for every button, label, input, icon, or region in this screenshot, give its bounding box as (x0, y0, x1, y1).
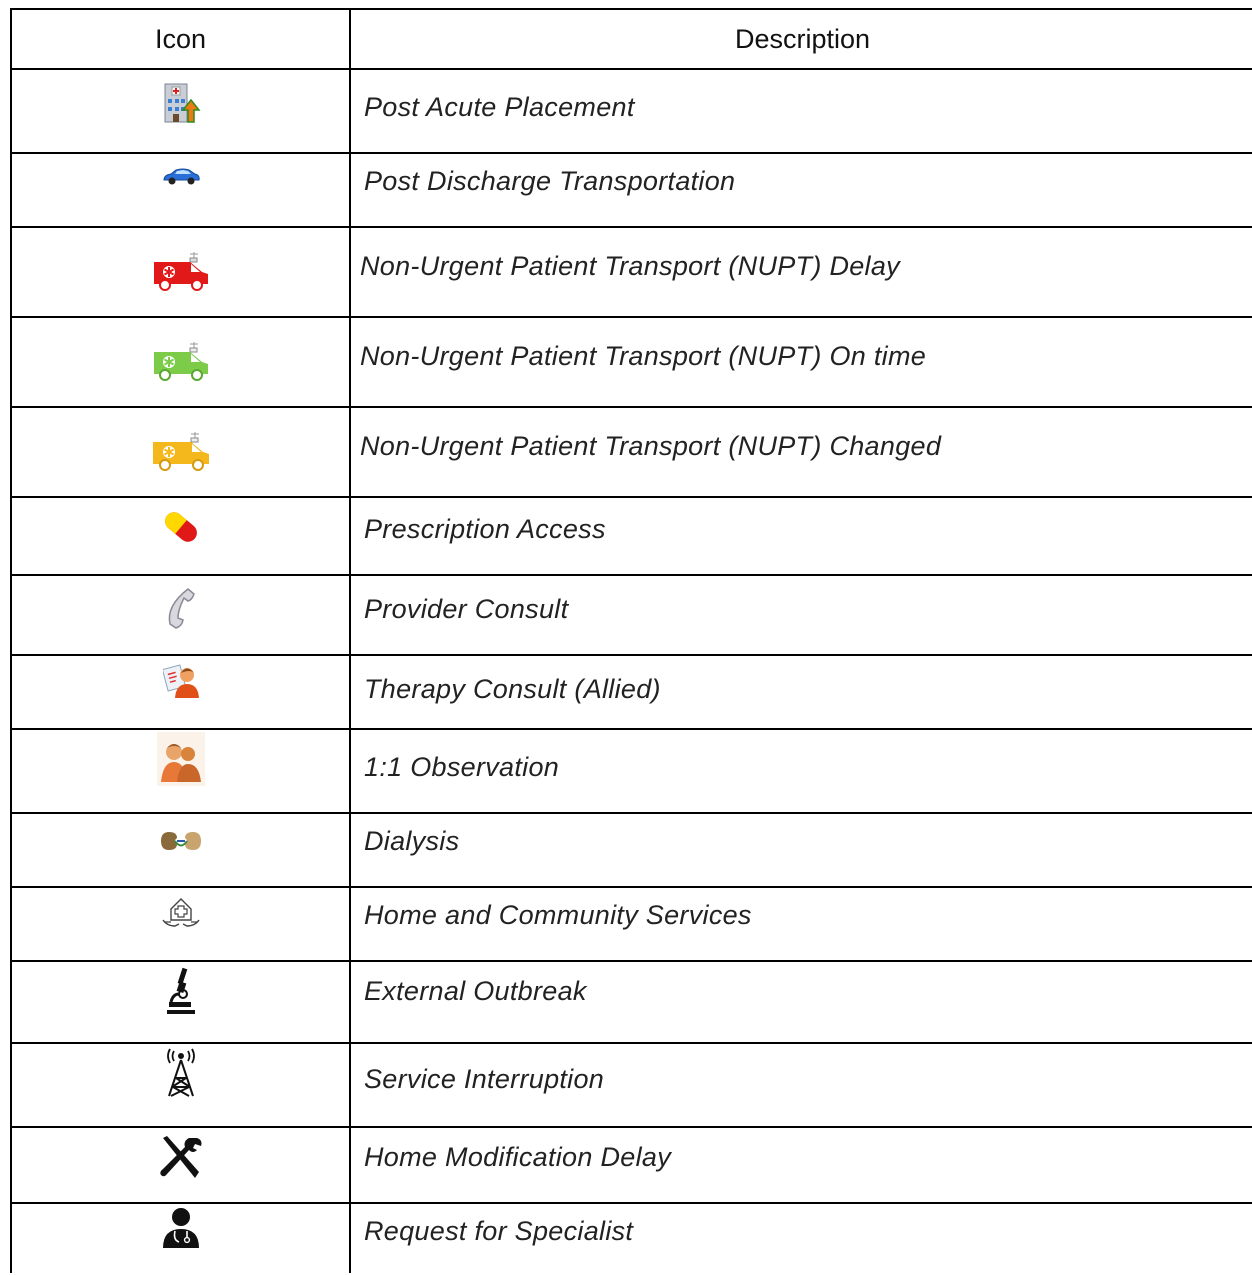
table-row (12, 228, 1252, 318)
row-description: Therapy Consult (Allied) (364, 674, 661, 704)
red-ambulance-icon (152, 250, 210, 292)
row-description: Non-Urgent Patient Transport (NUPT) Changed (360, 431, 942, 461)
table-row (12, 962, 1252, 1044)
table-row (12, 1128, 1252, 1204)
car-icon (161, 168, 201, 186)
table-row (12, 318, 1252, 408)
doctor-icon (160, 1206, 202, 1248)
table-row (12, 656, 1252, 730)
green-ambulance-icon (152, 340, 210, 382)
row-description: Prescription Access (364, 514, 606, 544)
row-description: Home and Community Services (364, 900, 752, 930)
row-description: Non-Urgent Patient Transport (NUPT) On time (360, 341, 927, 371)
home-care-hands-icon (161, 892, 201, 932)
row-description: Non-Urgent Patient Transport (NUPT) Delay (360, 251, 900, 281)
yellow-ambulance-icon (151, 430, 211, 472)
table-row (12, 730, 1252, 814)
row-description: Home Modification Delay (364, 1142, 672, 1172)
row-description: Dialysis (364, 826, 460, 856)
row-description: Request for Specialist (364, 1216, 634, 1246)
row-description: Post Discharge Transportation (364, 166, 736, 196)
row-description: Service Interruption (364, 1064, 605, 1094)
kidneys-icon (159, 830, 203, 852)
table-row (12, 814, 1252, 888)
icon-legend-table (10, 8, 1252, 1273)
table-row (12, 1044, 1252, 1128)
microscope-icon (165, 966, 197, 1016)
icon-column-header: Icon (154, 23, 207, 54)
row-description: External Outbreak (364, 976, 587, 1006)
tools-icon (157, 1134, 205, 1180)
table-row (12, 408, 1252, 498)
table-row (12, 154, 1252, 228)
table-header-row (12, 10, 1252, 70)
clipboard-person-icon (163, 664, 199, 698)
row-description: 1:1 Observation (364, 752, 560, 782)
pill-capsule-icon (159, 506, 203, 548)
hospital-arrow-icon (161, 82, 201, 124)
table-row (12, 1204, 1252, 1275)
table-row (12, 888, 1252, 962)
row-description: Provider Consult (364, 594, 569, 624)
table-row (12, 576, 1252, 656)
two-people-icon (157, 732, 205, 786)
description-column-header: Description (734, 23, 871, 54)
cell-tower-icon (161, 1048, 201, 1098)
row-description: Post Acute Placement (364, 92, 635, 122)
table-row (12, 498, 1252, 576)
table-row (12, 70, 1252, 154)
phone-handset-icon (164, 586, 198, 630)
